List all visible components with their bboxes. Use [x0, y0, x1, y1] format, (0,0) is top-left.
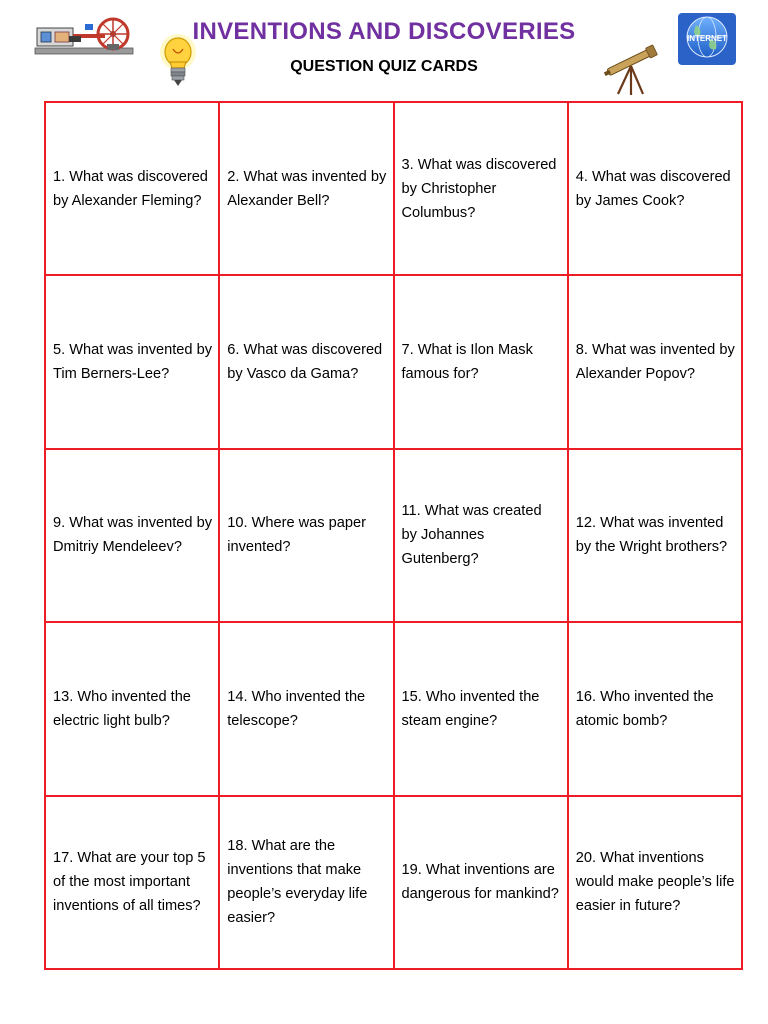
quiz-card: [45, 796, 219, 969]
quiz-question: 4. What was discovered by James Cook?: [575, 168, 731, 209]
quiz-card: [45, 622, 219, 795]
quiz-question: 13. Who invented the electric light bulb?: [53, 688, 191, 729]
page-subtitle: QUESTION QUIZ CARDS: [290, 58, 478, 75]
quiz-question: 5. What was invented by Tim Berners-Lee?: [53, 342, 212, 383]
quiz-card: [394, 102, 568, 275]
quiz-question: 3. What was discovered by Christopher Columbus?: [401, 156, 557, 221]
quiz-question: 12. What was invented by the Wright brothers?: [575, 515, 728, 556]
quiz-card: [45, 449, 219, 622]
quiz-question: 18. What are the inventions that make people’s everyday life easier?: [227, 838, 368, 927]
internet-label: INTERNET: [687, 34, 727, 43]
quiz-card: [568, 449, 742, 622]
page-title: INVENTIONS AND DISCOVERIES: [192, 18, 576, 45]
quiz-question: 1. What was discovered by Alexander Fleming?: [53, 168, 208, 209]
quiz-question: 17. What are your top 5 of the most important inventions of all times?: [53, 850, 206, 915]
quiz-question: 14. Who invented the telescope?: [227, 688, 366, 729]
quiz-question: 9. What was invented by Dmitriy Mendeleev?: [53, 515, 212, 556]
quiz-question: 19. What inventions are dangerous for mankind?: [401, 862, 559, 903]
quiz-card: [219, 796, 393, 969]
quiz-card: [219, 275, 393, 448]
quiz-card: [45, 275, 219, 448]
quiz-question: 2. What was invented by Alexander Bell?: [227, 168, 387, 209]
quiz-question: 11. What was created by Johannes Gutenberg?: [401, 503, 542, 568]
quiz-card: [568, 796, 742, 969]
quiz-card: [219, 102, 393, 275]
quiz-card: [568, 622, 742, 795]
quiz-question: 15. Who invented the steam engine?: [401, 688, 540, 729]
quiz-card: [45, 102, 219, 275]
quiz-question: 7. What is Ilon Mask famous for?: [401, 342, 533, 383]
quiz-card: [219, 449, 393, 622]
quiz-question: 10. Where was paper invented?: [227, 515, 366, 556]
quiz-card: [219, 622, 393, 795]
quiz-question: 16. Who invented the atomic bomb?: [575, 688, 714, 729]
quiz-card: [568, 275, 742, 448]
quiz-card-grid: [44, 101, 743, 970]
quiz-card: [394, 275, 568, 448]
quiz-question: 8. What was invented by Alexander Popov?: [575, 342, 735, 383]
quiz-question: 6. What was discovered by Vasco da Gama?: [227, 342, 383, 383]
quiz-question: 20. What inventions would make people’s life easier in future?: [575, 850, 735, 915]
quiz-card: [394, 449, 568, 622]
quiz-card: [568, 102, 742, 275]
quiz-card: [394, 796, 568, 969]
quiz-card: [394, 622, 568, 795]
